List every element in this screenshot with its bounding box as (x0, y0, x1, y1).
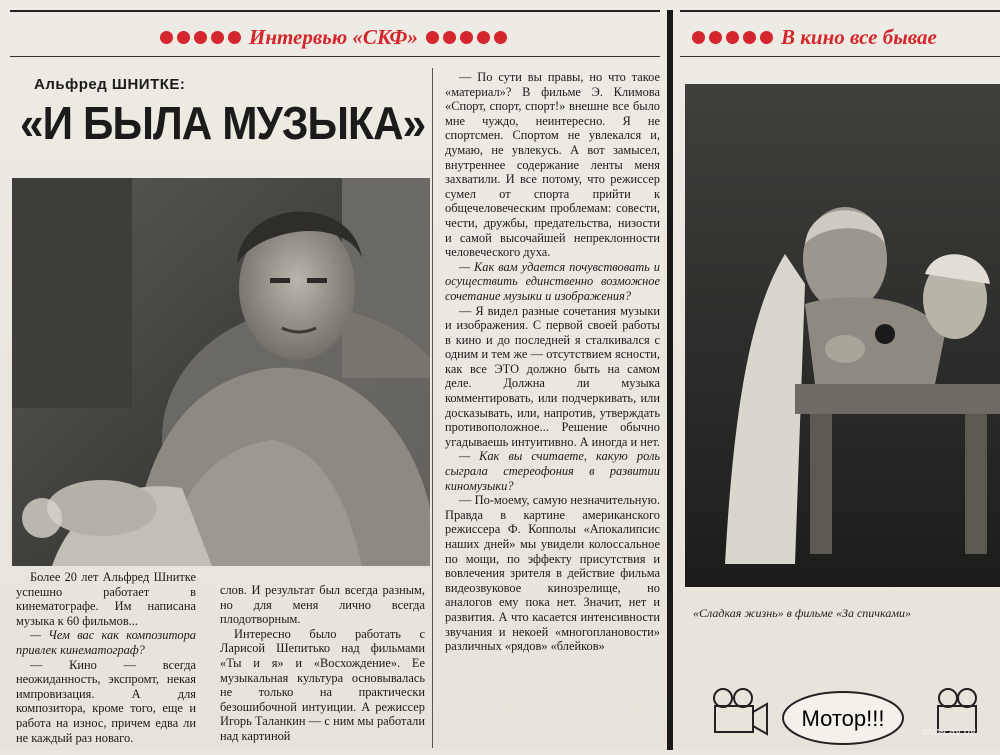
portrait-illustration (12, 178, 430, 566)
column-divider (667, 10, 673, 750)
top-rule-left (10, 10, 660, 12)
dot (726, 31, 739, 44)
motor-cartoon (693, 676, 993, 750)
paragraph: — Кино — всегда неожиданность, экспромт, некая импровизация. А для композитора, кроме того, еще и работа на износ, причем едва ли не каждый раз новаго. (16, 657, 196, 745)
portrait-photo (12, 178, 430, 566)
dot (194, 31, 207, 44)
dot (443, 31, 456, 44)
dot (460, 31, 473, 44)
article-headline: «И БЫЛА МУЗЫКА» (20, 97, 426, 149)
film-camera-icon (714, 689, 767, 734)
dot (160, 31, 173, 44)
question: — Как вы считаете, какую роль сыграла стереофония в развитии киномузыки? (445, 449, 660, 493)
top-rule-right (680, 10, 1000, 12)
paragraph: — По сути вы правы, но что такое «материал»? В фильме Э. Климова «Спорт, спорт, спорт!» внешне все было мне чуждо, неинтересно. Я не спортсмен. Спортом не увлекался и, думаю, не увлекусь. А вот замысел, внутреннее содержание ленты меня захватили. И все потому, что режиссер сумел от спорта прийти к общечеловеческим проблемам: совести, чести, дружбы, предательства, низости и самой высочайшей непреклонности человеческого духа. (445, 70, 660, 260)
text-column-divider (432, 68, 433, 748)
watermark: www.ay.by (921, 726, 976, 738)
section-title: Интервью «СКФ» (249, 24, 418, 49)
dot (177, 31, 190, 44)
dot (692, 31, 705, 44)
paragraph: — Я видел разные сочетания музыки и изображения. С первой своей работы в кино и до последней я сталкивался с одним и тем же — отсутствием ясности, как все ЭТО должно быть на самом деле. Должна ли музыка комментировать, или подчеркивать, или досказывать, или, напротив, утверждать противоположное... Решение обычно угадываешь интуитивно. А иногда и нет. (445, 303, 660, 449)
header-rule-right (680, 56, 1000, 57)
header-dots-left (160, 31, 241, 44)
article-author: Альфред ШНИТКЕ: (34, 76, 186, 93)
dot (211, 31, 224, 44)
film-still-photo (685, 84, 1000, 587)
header-dots-left (692, 31, 773, 44)
paragraph: Более 20 лет Альфред Шнитке успешно работает в кинематографе. Им написана музыка к 60 фильмов... (16, 570, 196, 628)
photo-caption: «Сладкая жизнь» в фильме «За спичками» (693, 606, 911, 620)
paragraph: — По-моему, самую незначительную. Правда в картине американского режиссера Ф. Копполы «Апокалипсис наших дней» мы увидели колоссальное по мощи, по эффекту присутствия и вовлечения зрителя в действие фильма видеозвуковое кинозрелище, но аналогов ему пока нет. Значит, нет и развития. А что касается интенсивности звучания и некоей «многоплановости» различных «рядов» «блейков» (445, 493, 660, 654)
dot (477, 31, 490, 44)
film-still-illustration (685, 84, 1000, 587)
header-dots-right (426, 31, 507, 44)
dot (743, 31, 756, 44)
dot (760, 31, 773, 44)
header-rule-left (10, 56, 660, 57)
paragraph: слов. И результат был всегда разным, но для меня лично всегда плодотворным. (220, 583, 425, 627)
section-title: В кино все бывае (781, 24, 937, 49)
dot (709, 31, 722, 44)
motor-text: Мотор!!! (801, 706, 885, 731)
section-header-interview (160, 22, 507, 52)
dot (228, 31, 241, 44)
section-header-cinema (692, 22, 937, 52)
dot (426, 31, 439, 44)
paragraph: Интересно было работать с Ларисой Шепитько над фильмами «Ты и я» и «Восхождение». Ее музыкальная культура основывалась не только на практически безошибочной интуиции. А режиссер Игорь Таланкин — с ним мы работали над картиной (220, 626, 425, 743)
article-column-2 (220, 583, 425, 744)
dot (494, 31, 507, 44)
question: — Чем вас как композитора привлек кинематограф? (16, 628, 196, 657)
article-column-3 (445, 70, 660, 654)
article-column-1 (16, 570, 196, 745)
question: — Как вам удается почувствовать и осуществить единственно возможное сочетание музыки и изображения? (445, 259, 660, 303)
